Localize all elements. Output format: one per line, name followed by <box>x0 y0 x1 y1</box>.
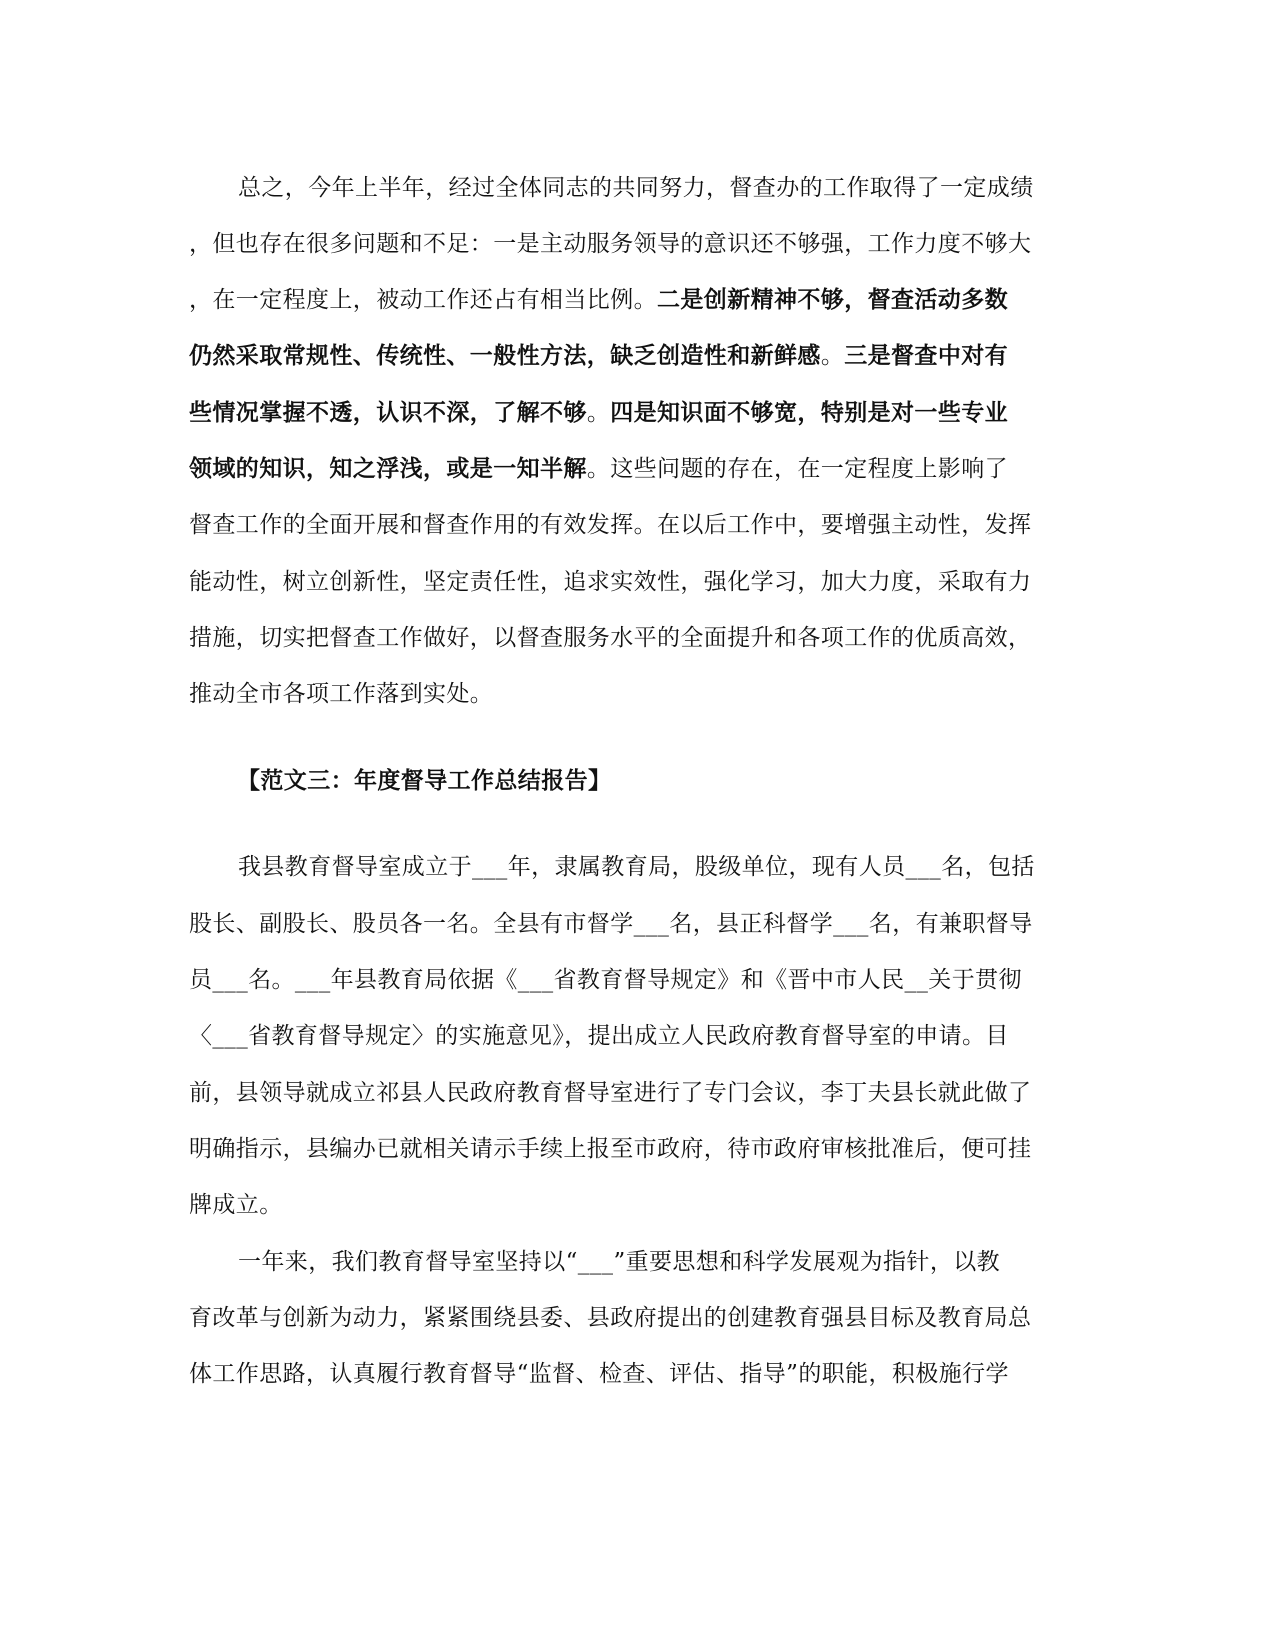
paragraph-1-line-7: 督查工作的全面开展和督查作用的有效发挥。在以后工作中，要增强主动性，发挥 <box>189 512 1032 538</box>
paragraph-1-line-1: 总之，今年上半年，经过全体同志的共同努力，督查办的工作取得了一定成绩 <box>238 175 1034 201</box>
paragraph-1-line-5-bold-text-2: 四是知识面不够宽，特别是对一些专业 <box>610 399 1009 426</box>
paragraph-1-line-4-bold-text-2: 三是督查中对有 <box>844 342 1009 369</box>
paragraph-2-line-2: 股长、副股长、股员各一名。全县有市督学___名，县正科督学___名，有兼职督导 <box>189 911 1033 937</box>
paragraph-1-line-8: 能动性，树立创新性，坚定责任性，追求实效性，强化学习，加大力度，采取有力 <box>189 569 1032 595</box>
paragraph-1-line-2: ，但也存在很多问题和不足：一是主动服务领导的意识还不够强，工作力度不够大 <box>189 231 1032 257</box>
paragraph-3-line-2: 育改革与创新为动力，紧紧围绕县委、县政府提出的创建教育强县目标及教育局总 <box>189 1305 1032 1331</box>
paragraph-1-line-5-bold-text: 些情况掌握不透，认识不深，了解不够 <box>189 399 587 426</box>
paragraph-1-line-5-text: 。 <box>586 400 611 426</box>
paragraph-1-line-6 <box>189 449 1089 489</box>
paragraph-3-line-1: 一年来，我们教育督导室坚持以“___”重要思想和科学发展观为指针，以教 <box>238 1249 1001 1275</box>
paragraph-1-line-3-text: ，在一定程度上，被动工作还占有相当比例。 <box>189 287 657 313</box>
section-heading: 【范文三：年度督导工作总结报告】 <box>237 767 612 794</box>
paragraph-2-line-1: 我县教育督导室成立于___年，隶属教育局，股级单位，现有人员___名，包括 <box>238 854 1035 880</box>
paragraph-1-line-6-text: 。这些问题的存在，在一定程度上影响了 <box>586 456 1009 482</box>
paragraph-2-line-6: 明确指示，县编办已就相关请示手续上报至市政府，待市政府审核批准后，便可挂 <box>189 1136 1032 1162</box>
paragraph-2-line-7: 牌成立。 <box>189 1192 283 1218</box>
paragraph-2-line-3: 员___名。___年县教育局依据《___省教育督导规定》和《晋中市人民__关于贯彻 <box>189 967 1022 993</box>
paragraph-1-line-6-bold-text: 领域的知识，知之浮浅，或是一知半解 <box>189 455 587 482</box>
paragraph-1-line-9: 措施，切实把督查工作做好，以督查服务水平的全面提升和各项工作的优质高效， <box>189 625 1032 651</box>
paragraph-1-line-10: 推动全市各项工作落到实处。 <box>189 681 494 707</box>
paragraph-3-line-3: 体工作思路，认真履行教育督导“监督、检查、评估、指导”的职能，积极施行学 <box>189 1361 1009 1387</box>
paragraph-1-line-3 <box>189 280 1089 320</box>
paragraph-1-line-4-text: 。 <box>820 343 845 369</box>
paragraph-1-line-4-bold-text: 仍然采取常规性、传统性、一般性方法，缺乏创造性和新鲜感 <box>189 342 821 369</box>
paragraph-1-line-5 <box>189 393 1089 433</box>
paragraph-1-line-3-bold-text: 二是创新精神不够，督查活动多数 <box>657 286 1008 313</box>
paragraph-2-line-4: 〈___省教育督导规定〉的实施意见》，提出成立人民政府教育督导室的申请。目 <box>189 1023 1009 1049</box>
paragraph-1-line-4 <box>189 336 1089 376</box>
paragraph-2-line-5: 前，县领导就成立祁县人民政府教育督导室进行了专门会议，李丁夫县长就此做了 <box>189 1080 1032 1106</box>
